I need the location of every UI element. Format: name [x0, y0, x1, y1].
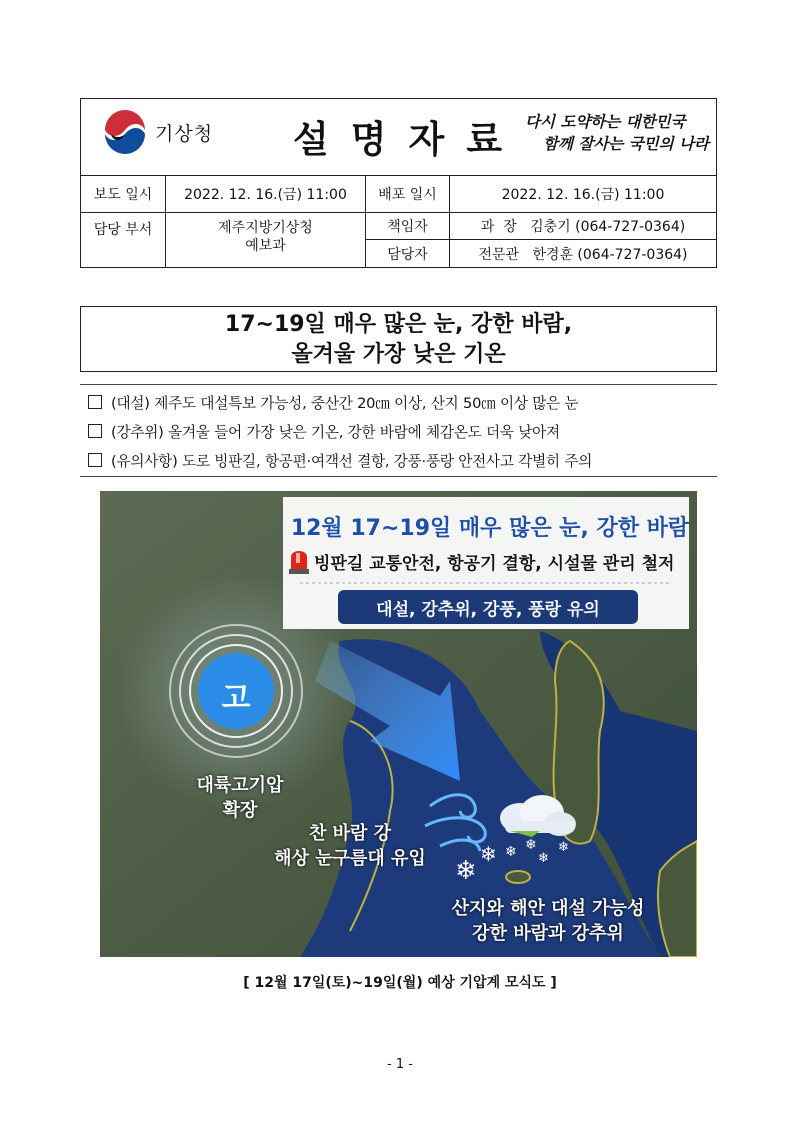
snowflake-icon: ❄: [505, 844, 517, 860]
distribution-value: 2022. 12. 16.(금) 11:00: [449, 175, 716, 212]
government-slogan: [525, 111, 713, 155]
contact-value: 전문관 한경훈 (064-727-0364): [449, 239, 716, 267]
agency-name: 기상청: [155, 123, 214, 145]
pressure-map-infographic: [100, 491, 697, 957]
bullet-item: [88, 450, 592, 471]
label-cold-wind-line-2: 해상 눈구름대 유입: [274, 848, 426, 869]
high-pressure-symbol: 고: [221, 681, 251, 716]
info-grid: [81, 175, 716, 267]
figure-caption: [ 12월 17일(토)~19일(월) 예상 기압계 모식도 ]: [243, 975, 557, 991]
checkbox-square-icon: [88, 453, 102, 467]
department-line-2: 예보과: [245, 238, 286, 254]
headline-line-2: 올겨울 가장 낮은 기온: [291, 342, 506, 367]
page-number: - 1 -: [387, 1057, 413, 1072]
bullet-text: (유의사항) 도로 빙판길, 항공편·여객선 결항, 강풍·풍랑 안전사고 각별히 주의: [111, 453, 593, 470]
label-cold-wind: [250, 821, 450, 871]
bullets-top-rule: [80, 384, 717, 385]
infographic-title: 12월 17~19일 매우 많은 눈, 강한 바람: [290, 516, 690, 541]
label-heavy-snow-line-2: 강한 바람과 강추위: [472, 923, 624, 944]
responsible-value: 과 장 김충기 (064-727-0364): [449, 212, 716, 239]
warning-pill: 대설, 강추위, 강풍, 풍랑 유의: [376, 600, 600, 620]
bullet-text: (대설) 제주도 대설특보 가능성, 중산간 20㎝ 이상, 산지 50㎝ 이상 많은 눈: [111, 395, 579, 412]
slogan-line-2: 함께 잘사는 국민의 나라: [543, 134, 709, 153]
bullet-text: (강추위) 올겨울 들어 가장 낮은 기온, 강한 바람에 체감온도 더욱 낮아져: [111, 424, 560, 441]
document-type-title: 설명자료: [293, 118, 524, 161]
bullet-item: [88, 392, 578, 413]
headline-line-1: 17~19일 매우 많은 눈, 강한 바람,: [224, 312, 573, 337]
infographic-subtitle: 빙판길 교통안전, 항공기 결항, 시설물 관리 철저: [314, 554, 675, 574]
checkbox-square-icon: [88, 424, 102, 438]
label-cold-wind-line-1: 찬 바람 강: [308, 823, 392, 844]
department-label: 담당 부서: [81, 212, 165, 267]
header-table: [80, 98, 717, 268]
distribution-label: 배포 일시: [365, 175, 449, 212]
snowflake-icon: ❄: [558, 840, 569, 855]
slogan-line-1: 다시 도약하는 대한민국: [525, 112, 686, 131]
bullet-item: [88, 421, 560, 442]
department-value: [165, 212, 365, 267]
label-heavy-snow-line-1: 산지와 해안 대설 가능성: [451, 898, 645, 919]
headline-box: [80, 306, 717, 372]
department-line-1: 제주지방기상청: [218, 220, 313, 236]
snowflake-icon: ❄: [525, 837, 537, 853]
label-heavy-snow: [418, 896, 678, 946]
contact-label: 담당자: [365, 239, 449, 267]
header-top: [81, 99, 716, 176]
snowflake-icon: ❄: [480, 842, 497, 866]
siren-icon: [289, 551, 309, 574]
snowflake-icon: ❄: [538, 851, 549, 866]
bullets-bottom-rule: [80, 476, 717, 477]
label-continental-high-line-2: 확장: [222, 800, 258, 821]
snowflake-icon: ❄: [455, 856, 477, 886]
release-value: 2022. 12. 16.(금) 11:00: [165, 175, 365, 212]
label-continental-high-line-1: 대륙고기압: [196, 775, 284, 796]
label-continental-high: [180, 773, 300, 823]
checkbox-square-icon: [88, 395, 102, 409]
responsible-label: 책임자: [365, 212, 449, 239]
release-label: 보도 일시: [93, 186, 153, 203]
government-emblem-icon: [101, 108, 149, 156]
